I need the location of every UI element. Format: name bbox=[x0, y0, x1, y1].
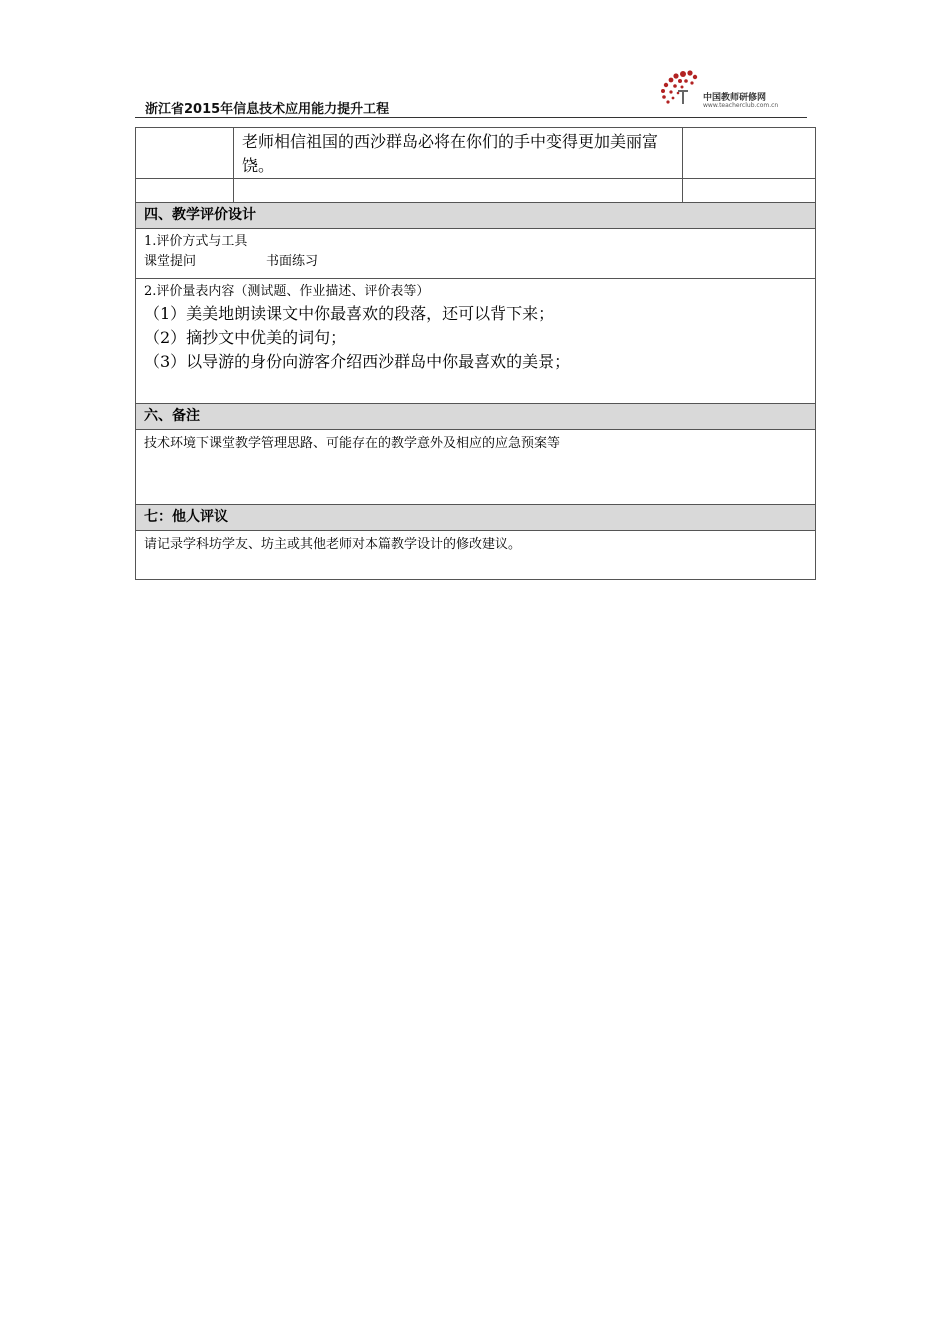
section-header-row bbox=[136, 505, 816, 531]
table-cell bbox=[234, 179, 683, 203]
list-item: （1）美美地朗读课文中你最喜欢的段落，还可以背下来； bbox=[144, 304, 555, 323]
table-row bbox=[136, 531, 816, 580]
evaluation-scale-cell bbox=[136, 279, 816, 404]
section-header-row bbox=[136, 203, 816, 229]
logo-name: 中国教师研修网 bbox=[703, 93, 767, 103]
table-cell-text: 老师相信祖国的西沙群岛必将在你们的手中变得更加美丽富饶。 bbox=[234, 128, 683, 179]
teacherclub-logo bbox=[655, 68, 815, 116]
item1-methods bbox=[144, 252, 807, 272]
section-header-row bbox=[136, 404, 816, 430]
item2-title: 2.评价量表内容（测试题、作业描述、评价表等） bbox=[144, 284, 430, 299]
list-item: （3）以导游的身份向游客介绍西沙群岛中你最喜欢的美景； bbox=[144, 352, 571, 371]
method-classroom-questions: 课堂提问 bbox=[144, 254, 197, 269]
table-row bbox=[136, 128, 816, 179]
remarks-cell: 技术环境下课堂教学管理思路、可能存在的教学意外及相应的应急预案等 bbox=[136, 430, 816, 505]
table-cell bbox=[136, 128, 234, 179]
item1-title: 1.评价方式与工具 bbox=[144, 234, 248, 249]
table-cell bbox=[683, 128, 816, 179]
section6-title: 六、备注 bbox=[136, 404, 816, 430]
lesson-plan-table bbox=[135, 127, 816, 580]
page-header bbox=[135, 68, 807, 120]
table-row bbox=[136, 229, 816, 279]
header-rule bbox=[135, 117, 807, 118]
table-row bbox=[136, 279, 816, 404]
peer-review-cell: 请记录学科坊学友、坊主或其他老师对本篇教学设计的修改建议。 bbox=[136, 531, 816, 580]
method-written-exercise: 书面练习 bbox=[266, 254, 319, 269]
section4-title: 四、教学评价设计 bbox=[136, 203, 816, 229]
header-title: 浙江省2015年信息技术应用能力提升工程 bbox=[145, 102, 390, 117]
evaluation-methods-cell bbox=[136, 229, 816, 279]
logo-flower-icon bbox=[655, 68, 705, 108]
table-row bbox=[136, 430, 816, 505]
table-cell bbox=[683, 179, 816, 203]
table-cell bbox=[136, 179, 234, 203]
table-row bbox=[136, 179, 816, 203]
list-item: （2）摘抄文中优美的词句； bbox=[144, 328, 347, 347]
section7-title: 七：他人评议 bbox=[136, 505, 816, 531]
logo-url: www.teacherclub.com.cn bbox=[703, 102, 779, 109]
